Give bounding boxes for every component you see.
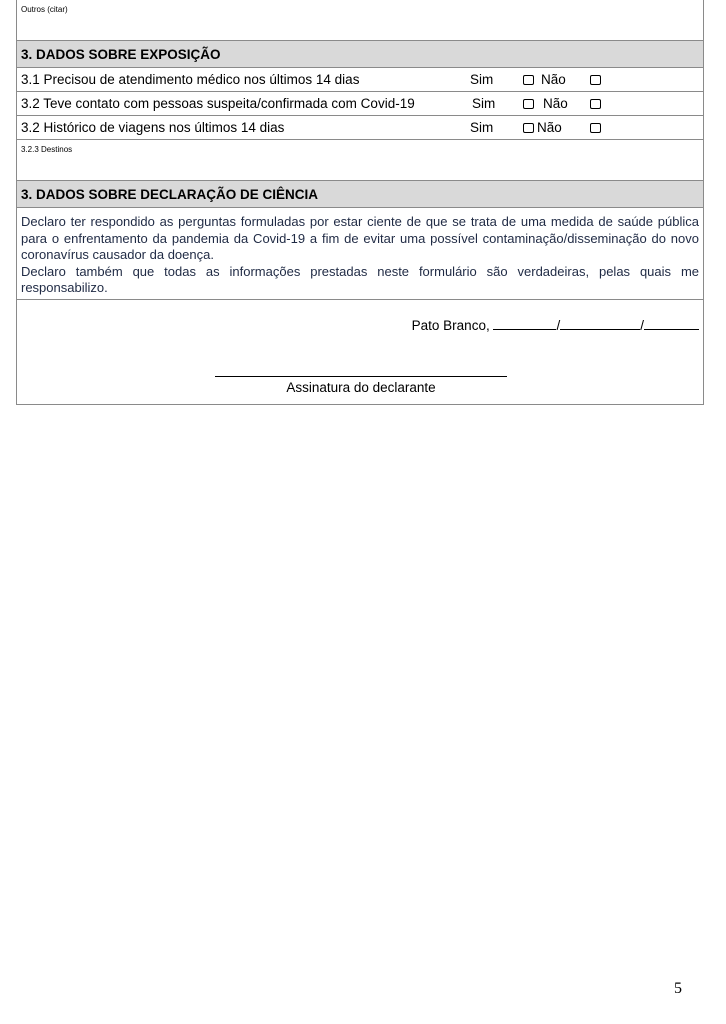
date-separator: / [640,318,644,333]
declaration-text [17,208,703,300]
question-row [17,116,703,140]
sim-label: Sim [470,120,494,135]
question-text: 3.1 Precisou de atendimento médico nos últimos 14 dias [21,72,360,87]
date-separator: / [556,318,561,333]
nao-label: Não [543,96,568,111]
month-blank[interactable] [560,316,640,330]
nao-checkbox[interactable] [590,99,601,109]
question-text: 3.2 Histórico de viagens nos últimos 14 dias [21,120,285,135]
question-row [17,92,703,116]
signature-area [17,300,703,404]
question-text: 3.2 Teve contato com pessoas suspeita/confirmada com Covid-19 [21,96,415,111]
local-date-line [412,316,699,333]
section-header-ciencia: 3. DADOS SOBRE DECLARAÇÃO DE CIÊNCIA [17,181,703,208]
day-blank[interactable] [493,316,556,330]
sim-checkbox[interactable] [523,123,534,133]
sim-checkbox[interactable] [523,75,534,85]
local-label: Pato Branco, [411,318,490,333]
declaration-form [16,0,704,405]
nao-checkbox[interactable] [590,75,601,85]
question-row [17,68,703,92]
destinos-field[interactable] [17,140,703,181]
outros-field[interactable] [17,0,703,41]
outros-label: Outros (citar) [21,5,68,14]
destinos-label: 3.2.3 Destinos [21,145,73,154]
nao-label: Não [537,120,562,135]
declaration-paragraph: Declaro também que todas as informações prestadas neste formulário são verdadeiras, pelas quais me responsabilizo. [21,263,699,295]
page-number: 5 [674,980,682,997]
signature-line[interactable] [215,376,507,377]
nao-label: Não [541,72,566,87]
section-header-exposicao: 3. DADOS SOBRE EXPOSIÇÃO [17,41,703,68]
signature-label: Assinatura do declarante [286,380,436,395]
sim-checkbox[interactable] [523,99,534,109]
sim-label: Sim [470,72,494,87]
sim-label: Sim [472,96,496,111]
declaration-paragraph: Declaro ter respondido as perguntas formuladas por estar ciente de que se trata de uma medida de saúde pública para o enfrentamento da pandemia da Covid-19 a fim de evitar uma possível contaminação/disseminação do novo coronavírus causador da doença. [21,214,699,262]
year-blank[interactable] [644,316,699,330]
nao-checkbox[interactable] [590,123,601,133]
